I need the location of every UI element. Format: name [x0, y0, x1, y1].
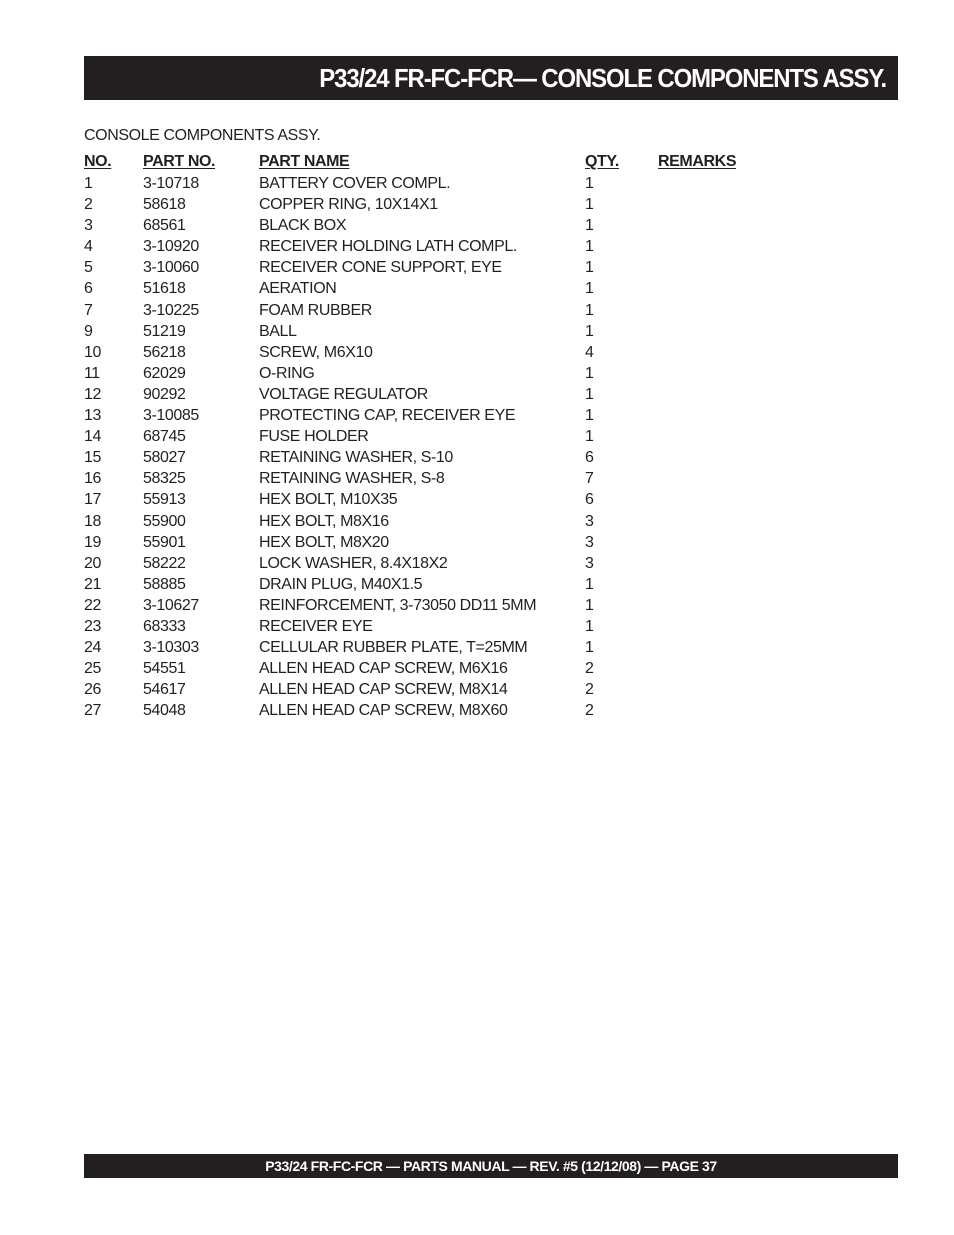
cell-part-no: 54617	[143, 681, 186, 699]
table-row	[84, 280, 784, 301]
cell-part-name: RETAINING WASHER, S-10	[259, 449, 453, 467]
cell-part-name: PROTECTING CAP, RECEIVER EYE	[259, 407, 516, 425]
cell-part-no: 55900	[143, 512, 186, 530]
cell-qty: 1	[585, 639, 594, 657]
cell-qty: 3	[585, 554, 594, 572]
table-row	[84, 470, 784, 491]
table-row	[84, 217, 784, 238]
cell-no: 2	[84, 196, 93, 214]
cell-part-name: DRAIN PLUG, M40X1.5	[259, 575, 423, 593]
table-header-row	[84, 153, 784, 175]
cell-part-name: ALLEN HEAD CAP SCREW, M6X16	[259, 660, 508, 678]
cell-qty: 1	[585, 617, 594, 635]
cell-part-name: HEX BOLT, M10X35	[259, 491, 398, 509]
cell-qty: 4	[585, 343, 594, 361]
cell-no: 7	[84, 301, 93, 319]
cell-part-no: 3-10225	[143, 301, 199, 319]
footer-bar	[84, 1154, 898, 1178]
cell-part-name: RETAINING WASHER, S-8	[259, 470, 445, 488]
cell-part-name: FOAM RUBBER	[259, 301, 372, 319]
cell-qty: 2	[585, 702, 594, 720]
cell-part-name: VOLTAGE REGULATOR	[259, 385, 428, 403]
table-row	[84, 491, 784, 512]
cell-no: 15	[84, 449, 101, 467]
cell-qty: 3	[585, 533, 594, 551]
page-title-bar	[84, 56, 898, 100]
cell-no: 20	[84, 554, 101, 572]
table-row	[84, 681, 784, 702]
cell-qty: 1	[585, 280, 594, 298]
table-row	[84, 534, 784, 555]
cell-no: 13	[84, 407, 101, 425]
cell-no: 17	[84, 491, 101, 509]
cell-part-no: 3-10303	[143, 639, 199, 657]
table-row	[84, 259, 784, 280]
cell-no: 4	[84, 238, 93, 256]
cell-no: 1	[84, 175, 93, 192]
table-row	[84, 323, 784, 344]
table-row	[84, 428, 784, 449]
cell-part-no: 58618	[143, 196, 186, 214]
table-body	[84, 175, 784, 723]
cell-part-name: LOCK WASHER, 8.4X18X2	[259, 554, 448, 572]
cell-qty: 1	[585, 301, 594, 319]
cell-no: 10	[84, 343, 101, 361]
cell-part-no: 62029	[143, 364, 186, 382]
column-header-part-no: PART NO.	[143, 153, 216, 170]
table-row	[84, 238, 784, 259]
cell-part-name: COPPER RING, 10X14X1	[259, 196, 438, 214]
table-row	[84, 660, 784, 681]
cell-no: 27	[84, 702, 101, 720]
table-row	[84, 449, 784, 470]
table-row	[84, 639, 784, 660]
cell-part-no: 68745	[143, 428, 186, 446]
cell-part-name: HEX BOLT, M8X20	[259, 533, 389, 551]
table-row	[84, 702, 784, 723]
cell-no: 21	[84, 575, 101, 593]
table-row	[84, 513, 784, 534]
table-row	[84, 618, 784, 639]
cell-part-no: 58325	[143, 470, 186, 488]
cell-no: 3	[84, 217, 93, 235]
column-header-remarks: REMARKS	[658, 153, 737, 170]
cell-qty: 1	[585, 428, 594, 446]
page-title: P33/24 FR-FC-FCR— CONSOLE COMPONENTS ASSY.	[319, 62, 886, 93]
cell-part-no: 54551	[143, 660, 186, 678]
cell-no: 14	[84, 428, 101, 446]
cell-qty: 1	[585, 575, 594, 593]
cell-part-name: ALLEN HEAD CAP SCREW, M8X60	[259, 702, 508, 720]
section-title: CONSOLE COMPONENTS ASSY.	[84, 127, 321, 144]
cell-qty: 1	[585, 259, 594, 277]
cell-part-name: REINFORCEMENT, 3-73050 DD11 5MM	[259, 596, 537, 614]
cell-part-no: 3-10920	[143, 238, 199, 256]
cell-part-name: CELLULAR RUBBER PLATE, T=25MM	[259, 639, 528, 657]
cell-qty: 1	[585, 175, 594, 192]
cell-part-name: O-RING	[259, 364, 315, 382]
cell-part-no: 58222	[143, 554, 186, 572]
table-row	[84, 597, 784, 618]
column-header-part-name: PART NAME	[259, 153, 350, 170]
cell-no: 16	[84, 470, 101, 488]
cell-part-no: 3-10060	[143, 259, 199, 277]
table-row	[84, 175, 784, 196]
cell-part-name: HEX BOLT, M8X16	[259, 512, 389, 530]
cell-no: 6	[84, 280, 93, 298]
cell-qty: 2	[585, 681, 594, 699]
cell-part-name: BALL	[259, 322, 297, 340]
cell-part-no: 58885	[143, 575, 186, 593]
cell-no: 18	[84, 512, 101, 530]
cell-part-name: FUSE HOLDER	[259, 428, 369, 446]
cell-part-no: 68333	[143, 617, 186, 635]
cell-qty: 1	[585, 322, 594, 340]
table-row	[84, 344, 784, 365]
cell-part-name: RECEIVER HOLDING LATH COMPL.	[259, 238, 517, 256]
cell-part-no: 55913	[143, 491, 186, 509]
cell-qty: 1	[585, 385, 594, 403]
cell-part-no: 3-10718	[143, 175, 199, 192]
cell-part-name: BLACK BOX	[259, 217, 347, 235]
cell-part-no: 58027	[143, 449, 186, 467]
table-row	[84, 386, 784, 407]
table-row	[84, 196, 784, 217]
cell-part-name: RECEIVER EYE	[259, 617, 373, 635]
cell-no: 5	[84, 259, 93, 277]
cell-part-no: 55901	[143, 533, 186, 551]
cell-no: 26	[84, 681, 101, 699]
footer-text: P33/24 FR-FC-FCR — PARTS MANUAL — REV. #5 (12/12/08) — PAGE 37	[265, 1158, 717, 1174]
cell-qty: 2	[585, 660, 594, 678]
table-row	[84, 407, 784, 428]
table-row	[84, 302, 784, 323]
cell-qty: 1	[585, 217, 594, 235]
cell-qty: 1	[585, 364, 594, 382]
cell-part-name: BATTERY COVER COMPL.	[259, 175, 451, 192]
column-header-no: NO.	[84, 153, 112, 170]
cell-no: 19	[84, 533, 101, 551]
cell-part-name: RECEIVER CONE SUPPORT, EYE	[259, 259, 502, 277]
parts-table	[84, 153, 784, 723]
cell-part-name: SCREW, M6X10	[259, 343, 373, 361]
cell-qty: 1	[585, 196, 594, 214]
cell-part-name: AERATION	[259, 280, 337, 298]
table-row	[84, 365, 784, 386]
cell-qty: 1	[585, 407, 594, 425]
cell-part-name: ALLEN HEAD CAP SCREW, M8X14	[259, 681, 508, 699]
cell-no: 24	[84, 639, 101, 657]
table-row	[84, 555, 784, 576]
cell-part-no: 56218	[143, 343, 186, 361]
cell-part-no: 54048	[143, 702, 186, 720]
cell-no: 22	[84, 596, 101, 614]
cell-qty: 1	[585, 238, 594, 256]
cell-part-no: 3-10627	[143, 596, 199, 614]
cell-qty: 1	[585, 596, 594, 614]
cell-no: 25	[84, 660, 101, 678]
cell-no: 12	[84, 385, 101, 403]
cell-qty: 3	[585, 512, 594, 530]
column-header-qty: QTY.	[585, 153, 619, 170]
cell-qty: 7	[585, 470, 594, 488]
cell-qty: 6	[585, 491, 594, 509]
cell-no: 11	[84, 364, 100, 382]
cell-no: 23	[84, 617, 101, 635]
cell-part-no: 68561	[143, 217, 186, 235]
cell-part-no: 51219	[143, 322, 186, 340]
cell-part-no: 51618	[143, 280, 186, 298]
table-row	[84, 576, 784, 597]
cell-part-no: 90292	[143, 385, 186, 403]
cell-part-no: 3-10085	[143, 407, 199, 425]
cell-no: 9	[84, 322, 93, 340]
cell-qty: 6	[585, 449, 594, 467]
